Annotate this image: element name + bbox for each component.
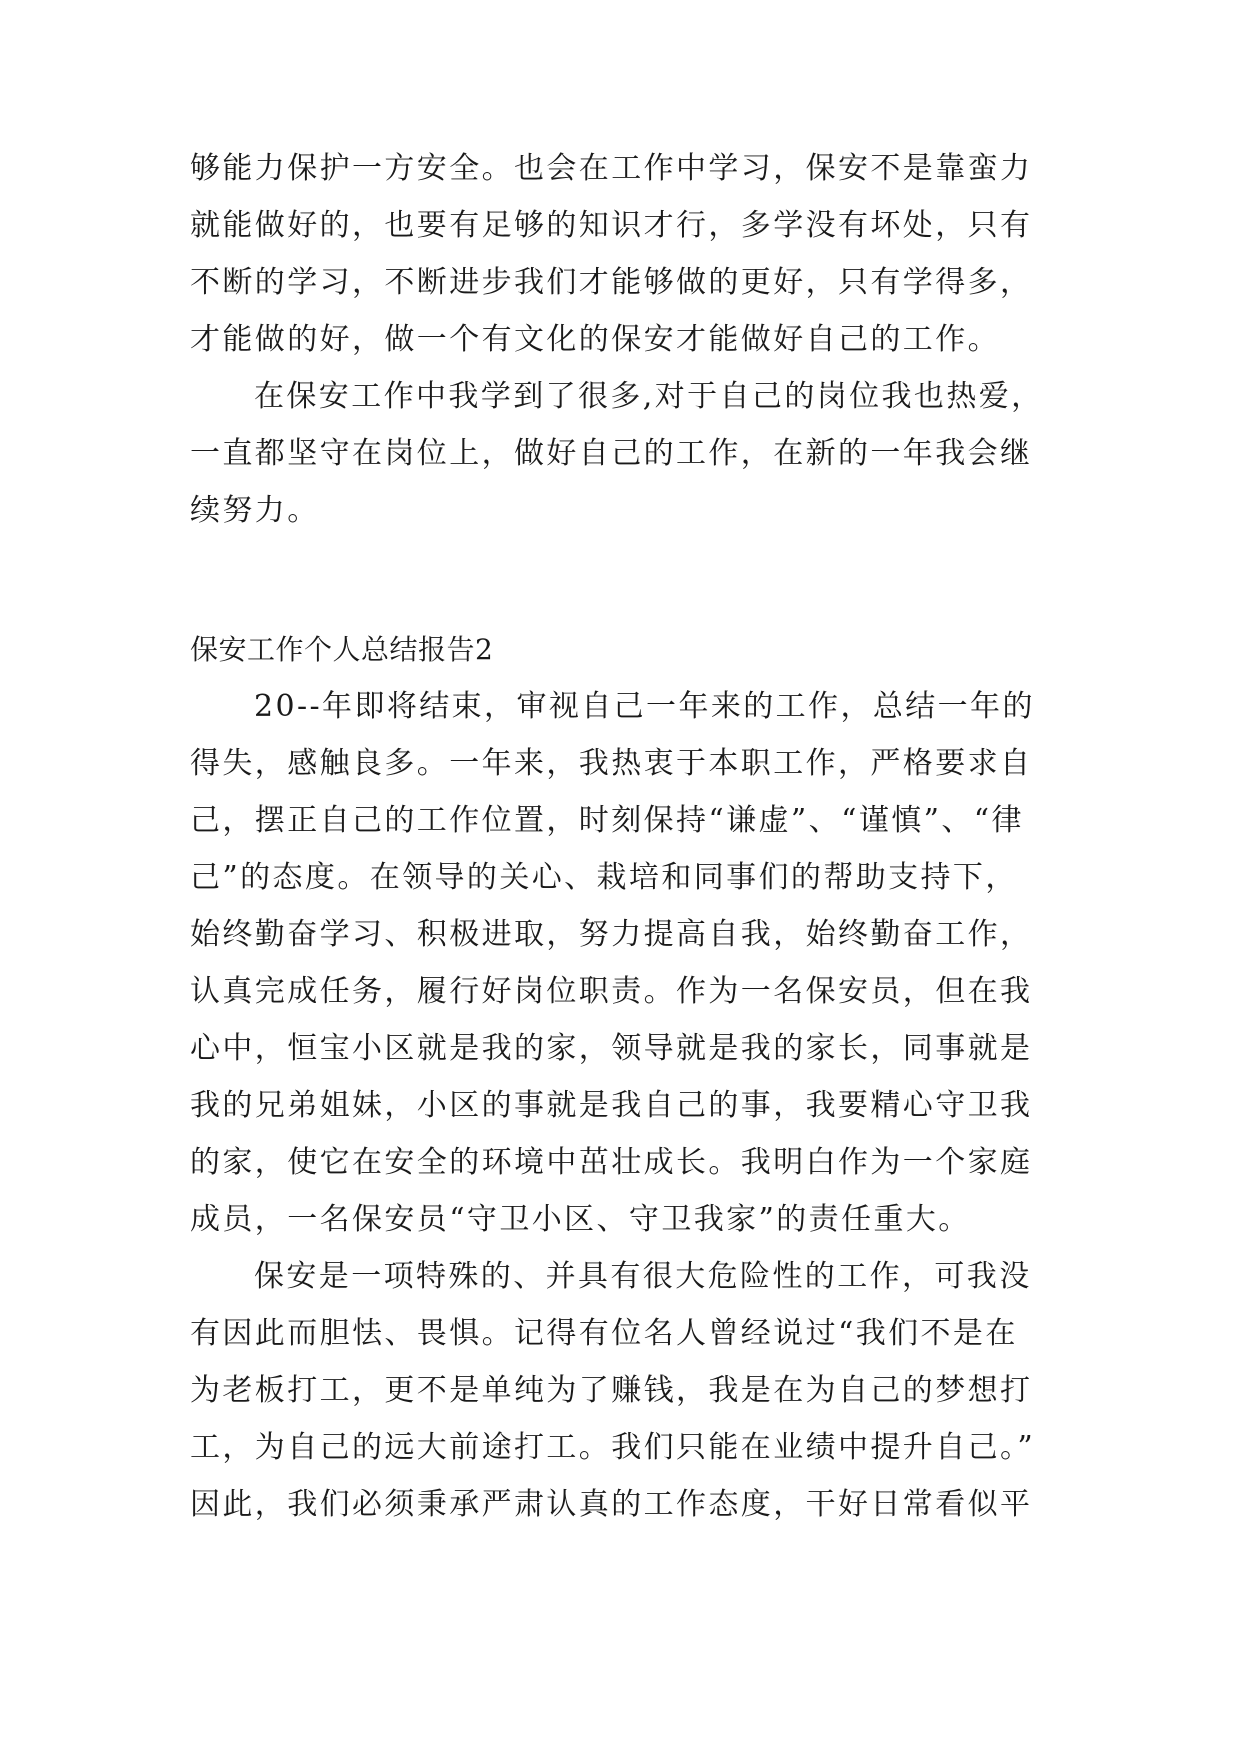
body-line: 一直都坚守在岗位上，做好自己的工作，在新的一年我会继 [190,436,1033,471]
body-line: 续努力。 [190,493,320,528]
body-line: 己，摆正自己的工作位置，时刻保持“谦虚”、“谨慎”、“律 [190,803,1024,838]
section-1-body [190,140,1070,539]
body-line: 有因此而胆怯、畏惧。记得有位名人曾经说过“我们不是在 [190,1316,1018,1351]
body-line: 不断的学习，不断进步我们才能够做的更好，只有学得多， [190,265,1033,300]
body-line: 得失，感触良多。一年来，我热衷于本职工作，严格要求自 [190,746,1033,781]
body-line: 的家，使它在安全的环境中茁壮成长。我明白作为一个家庭 [190,1145,1033,1180]
body-line: 20--年即将结束，审视自己一年来的工作，总结一年的 [254,689,1035,724]
body-line: 为老板打工，更不是单纯为了赚钱，我是在为自己的梦想打 [190,1373,1033,1408]
body-line: 够能力保护一方安全。也会在工作中学习，保安不是靠蛮力 [190,151,1033,186]
body-line: 因此，我们必须秉承严肃认真的工作态度，干好日常看似平 [190,1487,1033,1522]
body-line: 认真完成任务，履行好岗位职责。作为一名保安员，但在我 [190,974,1033,1009]
body-line: 心中，恒宝小区就是我的家，领导就是我的家长，同事就是 [190,1031,1033,1066]
body-line: 我的兄弟姐妹，小区的事就是我自己的事，我要精心守卫我 [190,1088,1033,1123]
body-line: 保安是一项特殊的、并具有很大危险性的工作，可我没 [254,1259,1032,1294]
body-line: 就能做好的，也要有足够的知识才行，多学没有坏处，只有 [190,208,1033,243]
body-line: 在保安工作中我学到了很多,对于自己的岗位我也热爱， [254,379,1044,414]
body-line: 始终勤奋学习、积极进取，努力提高自我，始终勤奋工作， [190,917,1033,952]
section-2-body [190,678,1070,1533]
body-line: 工，为自己的远大前途打工。我们只能在业绩中提升自己。” [190,1430,1036,1465]
body-line: 才能做的好，做一个有文化的保安才能做好自己的工作。 [190,322,1000,357]
body-line: 成员，一名保安员“守卫小区、守卫我家”的责任重大。 [190,1202,971,1237]
section-heading: 保安工作个人总结报告2 [190,633,494,666]
body-line: 己”的态度。在领导的关心、栽培和同事们的帮助支持下， [190,860,1018,895]
